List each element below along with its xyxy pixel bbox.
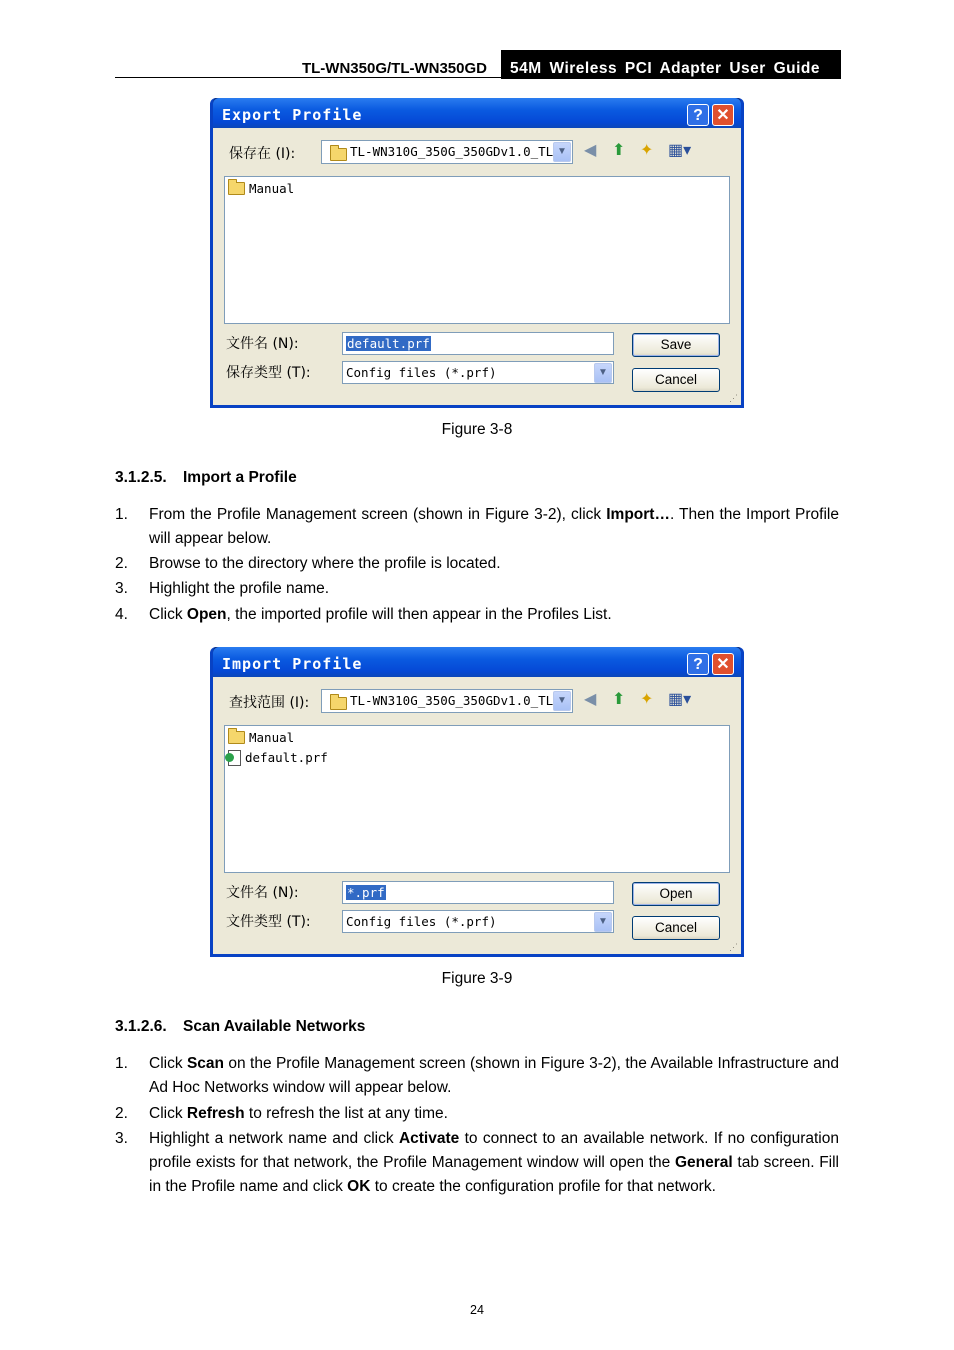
close-icon: ✕	[716, 107, 730, 124]
page-header	[115, 50, 841, 80]
dialog-title: Export Profile	[222, 106, 363, 124]
filetype-select[interactable]	[342, 361, 614, 384]
chevron-down-icon[interactable]: ▼	[553, 691, 571, 711]
view-menu-icon[interactable]: ▦▾	[668, 142, 692, 159]
filename-value: default.prf	[347, 336, 430, 351]
profile-file-icon	[228, 750, 241, 766]
help-icon: ?	[693, 656, 703, 673]
resize-grip-icon[interactable]: ⋰	[729, 393, 738, 403]
location-combo[interactable]	[321, 689, 573, 713]
dialog-title-bar	[213, 98, 741, 128]
close-icon: ✕	[716, 656, 730, 673]
folder-icon	[228, 182, 245, 195]
list-item: 2. Browse to the directory where the profile is located.	[115, 555, 501, 572]
location-label: 查找范围 (I):	[229, 695, 310, 711]
cancel-button[interactable]: Cancel	[632, 368, 720, 392]
page-number: 24	[470, 1303, 484, 1317]
new-folder-icon[interactable]: ✦	[640, 142, 654, 159]
figure-caption: Figure 3-8	[441, 421, 513, 438]
save-button[interactable]: Save	[632, 333, 720, 357]
close-button[interactable]	[712, 653, 734, 675]
folder-icon	[228, 731, 245, 744]
figure-caption: Figure 3-9	[441, 970, 513, 987]
list-item[interactable]: Manual	[228, 730, 294, 745]
cancel-button[interactable]: Cancel	[632, 916, 720, 940]
up-folder-icon[interactable]: ⬆	[612, 142, 626, 159]
filetype-label: 保存类型 (T):	[226, 365, 311, 381]
filename-label: 文件名 (N):	[226, 885, 299, 901]
help-icon: ?	[693, 107, 703, 124]
folder-icon	[330, 697, 347, 710]
location-value: TL-WN310G_350G_350GDv1.0_TL	[350, 693, 554, 708]
file-list[interactable]	[224, 725, 730, 873]
section-heading: 3.1.2.5. Import a Profile	[115, 469, 297, 486]
filename-label: 文件名 (N):	[226, 336, 299, 352]
list-item: 4. Click Open, the imported profile will then appear in the Profiles List.	[115, 606, 612, 623]
list-item: 1. From the Profile Management screen (shown in Figure 3-2), click Import…. Then the Import Profile will appear below.	[115, 506, 839, 547]
dialog-title: Import Profile	[222, 655, 363, 673]
chevron-down-icon[interactable]: ▼	[594, 912, 612, 932]
location-combo[interactable]	[321, 140, 573, 164]
file-list[interactable]	[224, 176, 730, 324]
filename-value: *.prf	[347, 885, 385, 900]
open-button[interactable]: Open	[632, 882, 720, 906]
list-item[interactable]: Manual	[228, 181, 294, 196]
import-profile-dialog	[210, 647, 744, 957]
resize-grip-icon[interactable]: ⋰	[729, 942, 738, 952]
help-button[interactable]	[687, 104, 709, 126]
chevron-down-icon[interactable]: ▼	[594, 363, 612, 383]
list-item[interactable]: default.prf	[228, 750, 328, 767]
folder-icon	[330, 148, 347, 161]
header-guide-title: 54M Wireless PCI Adapter User Guide	[501, 50, 841, 79]
header-model: TL-WN350G/TL-WN350GD	[115, 50, 501, 78]
back-icon[interactable]: ◀	[584, 142, 597, 159]
list-item: 3. Highlight the profile name.	[115, 580, 330, 597]
section-heading: 3.1.2.6. Scan Available Networks	[115, 1018, 366, 1035]
location-label: 保存在 (I):	[229, 146, 296, 162]
filetype-select[interactable]	[342, 910, 614, 933]
filetype-value: Config files (*.prf)	[346, 365, 497, 380]
list-item: 2. Click Refresh to refresh the list at any time.	[115, 1105, 448, 1122]
location-value: TL-WN310G_350G_350GDv1.0_TL	[350, 144, 554, 159]
chevron-down-icon[interactable]: ▼	[553, 142, 571, 162]
dialog-body	[213, 128, 741, 405]
filename-input[interactable]	[342, 881, 614, 904]
filetype-label: 文件类型 (T):	[226, 914, 311, 930]
close-button[interactable]	[712, 104, 734, 126]
list-item: 3. Highlight a network name and click Activate to connect to an available network. If no configuration profile exists for that network, the Profile Management window will open the General tab screen. Fill in the Profile name and click OK to create the configuration profile for that network.	[115, 1130, 839, 1195]
filename-input[interactable]	[342, 332, 614, 355]
up-folder-icon[interactable]: ⬆	[612, 691, 626, 708]
view-menu-icon[interactable]: ▦▾	[668, 691, 692, 708]
new-folder-icon[interactable]: ✦	[640, 691, 654, 708]
list-item: 1. Click Scan on the Profile Management screen (shown in Figure 3-2), the Available Infrastructure and Ad Hoc Networks window will appear below.	[115, 1055, 839, 1096]
dialog-title-bar	[213, 647, 741, 677]
filetype-value: Config files (*.prf)	[346, 914, 497, 929]
export-profile-dialog	[210, 98, 744, 408]
back-icon[interactable]: ◀	[584, 691, 597, 708]
help-button[interactable]	[687, 653, 709, 675]
dialog-body	[213, 677, 741, 954]
